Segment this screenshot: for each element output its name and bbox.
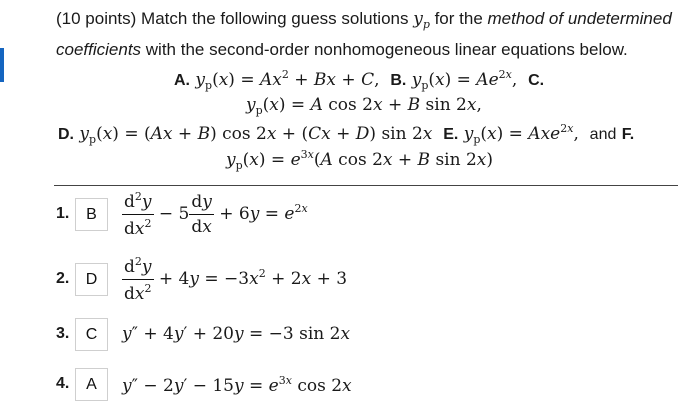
problem-2-answer-input[interactable]: D (75, 263, 108, 296)
option-b-label: B. (390, 72, 407, 89)
option-c-formula: $y_p(x) = A$ cos 2x + B sin 2x, (246, 95, 482, 117)
method-name: method of undetermined coefficients (56, 9, 672, 59)
problem-4-answer-input[interactable]: A (75, 368, 108, 401)
points-label: (10 points) (56, 9, 137, 28)
option-f-label: F. (621, 126, 635, 143)
option-c-label: C. (528, 72, 545, 89)
problem-4-number: 4. (56, 375, 70, 392)
question-text: (10 points) Match the following guess solutions $y_p$ for the method of undetermined coefficients with the second-order nonhomogeneous linear equations below. (56, 9, 672, 59)
problem-4-equation: $y'' - 2y' - 15y = e^{3x}$ cos 2x (122, 374, 352, 396)
problem-1-equation: $\frac{d^2y}{dx^2}$ − 5 $\frac{dy}{dx}$ + $6y = e^{2x}$ (124, 190, 308, 239)
problem-1-answer-input[interactable]: B (75, 198, 108, 231)
problem-3-answer-input[interactable]: C (75, 318, 108, 351)
option-d-label: D. (58, 126, 74, 143)
option-f-formula: $y_p(x) = e^{3x}(A$ cos 2x + B sin 2x) (226, 148, 494, 172)
problem-3-number: 3. (56, 325, 70, 342)
divider (54, 185, 678, 186)
problem-1-number: 1. (56, 205, 70, 222)
option-a-b-line: A. $y_p(x) = Ax^2 + Bx + C$, B. $y_p(x) = Ae^{2x}$, C. (174, 68, 545, 92)
problem-2-number: 2. (56, 270, 70, 287)
problem-2-equation: $\frac{d^2y}{dx^2}$ + $4y = -3x^2 + 2x + 3$ (124, 255, 348, 304)
accent-bar (0, 48, 4, 82)
problem-3-equation: y″ + 4y′ + 20y = −3 sin 2x (122, 324, 351, 344)
option-a-label: A. (174, 72, 190, 89)
yp-symbol: $y_p$ (413, 9, 430, 31)
option-e-label: E. (443, 126, 459, 143)
option-d-e-line: D. $y_p(x) = (Ax + B)$ cos 2x + (Cx + D) sin 2x E. $y_p(x) = Axe^{2x}$, and F. (58, 122, 635, 146)
